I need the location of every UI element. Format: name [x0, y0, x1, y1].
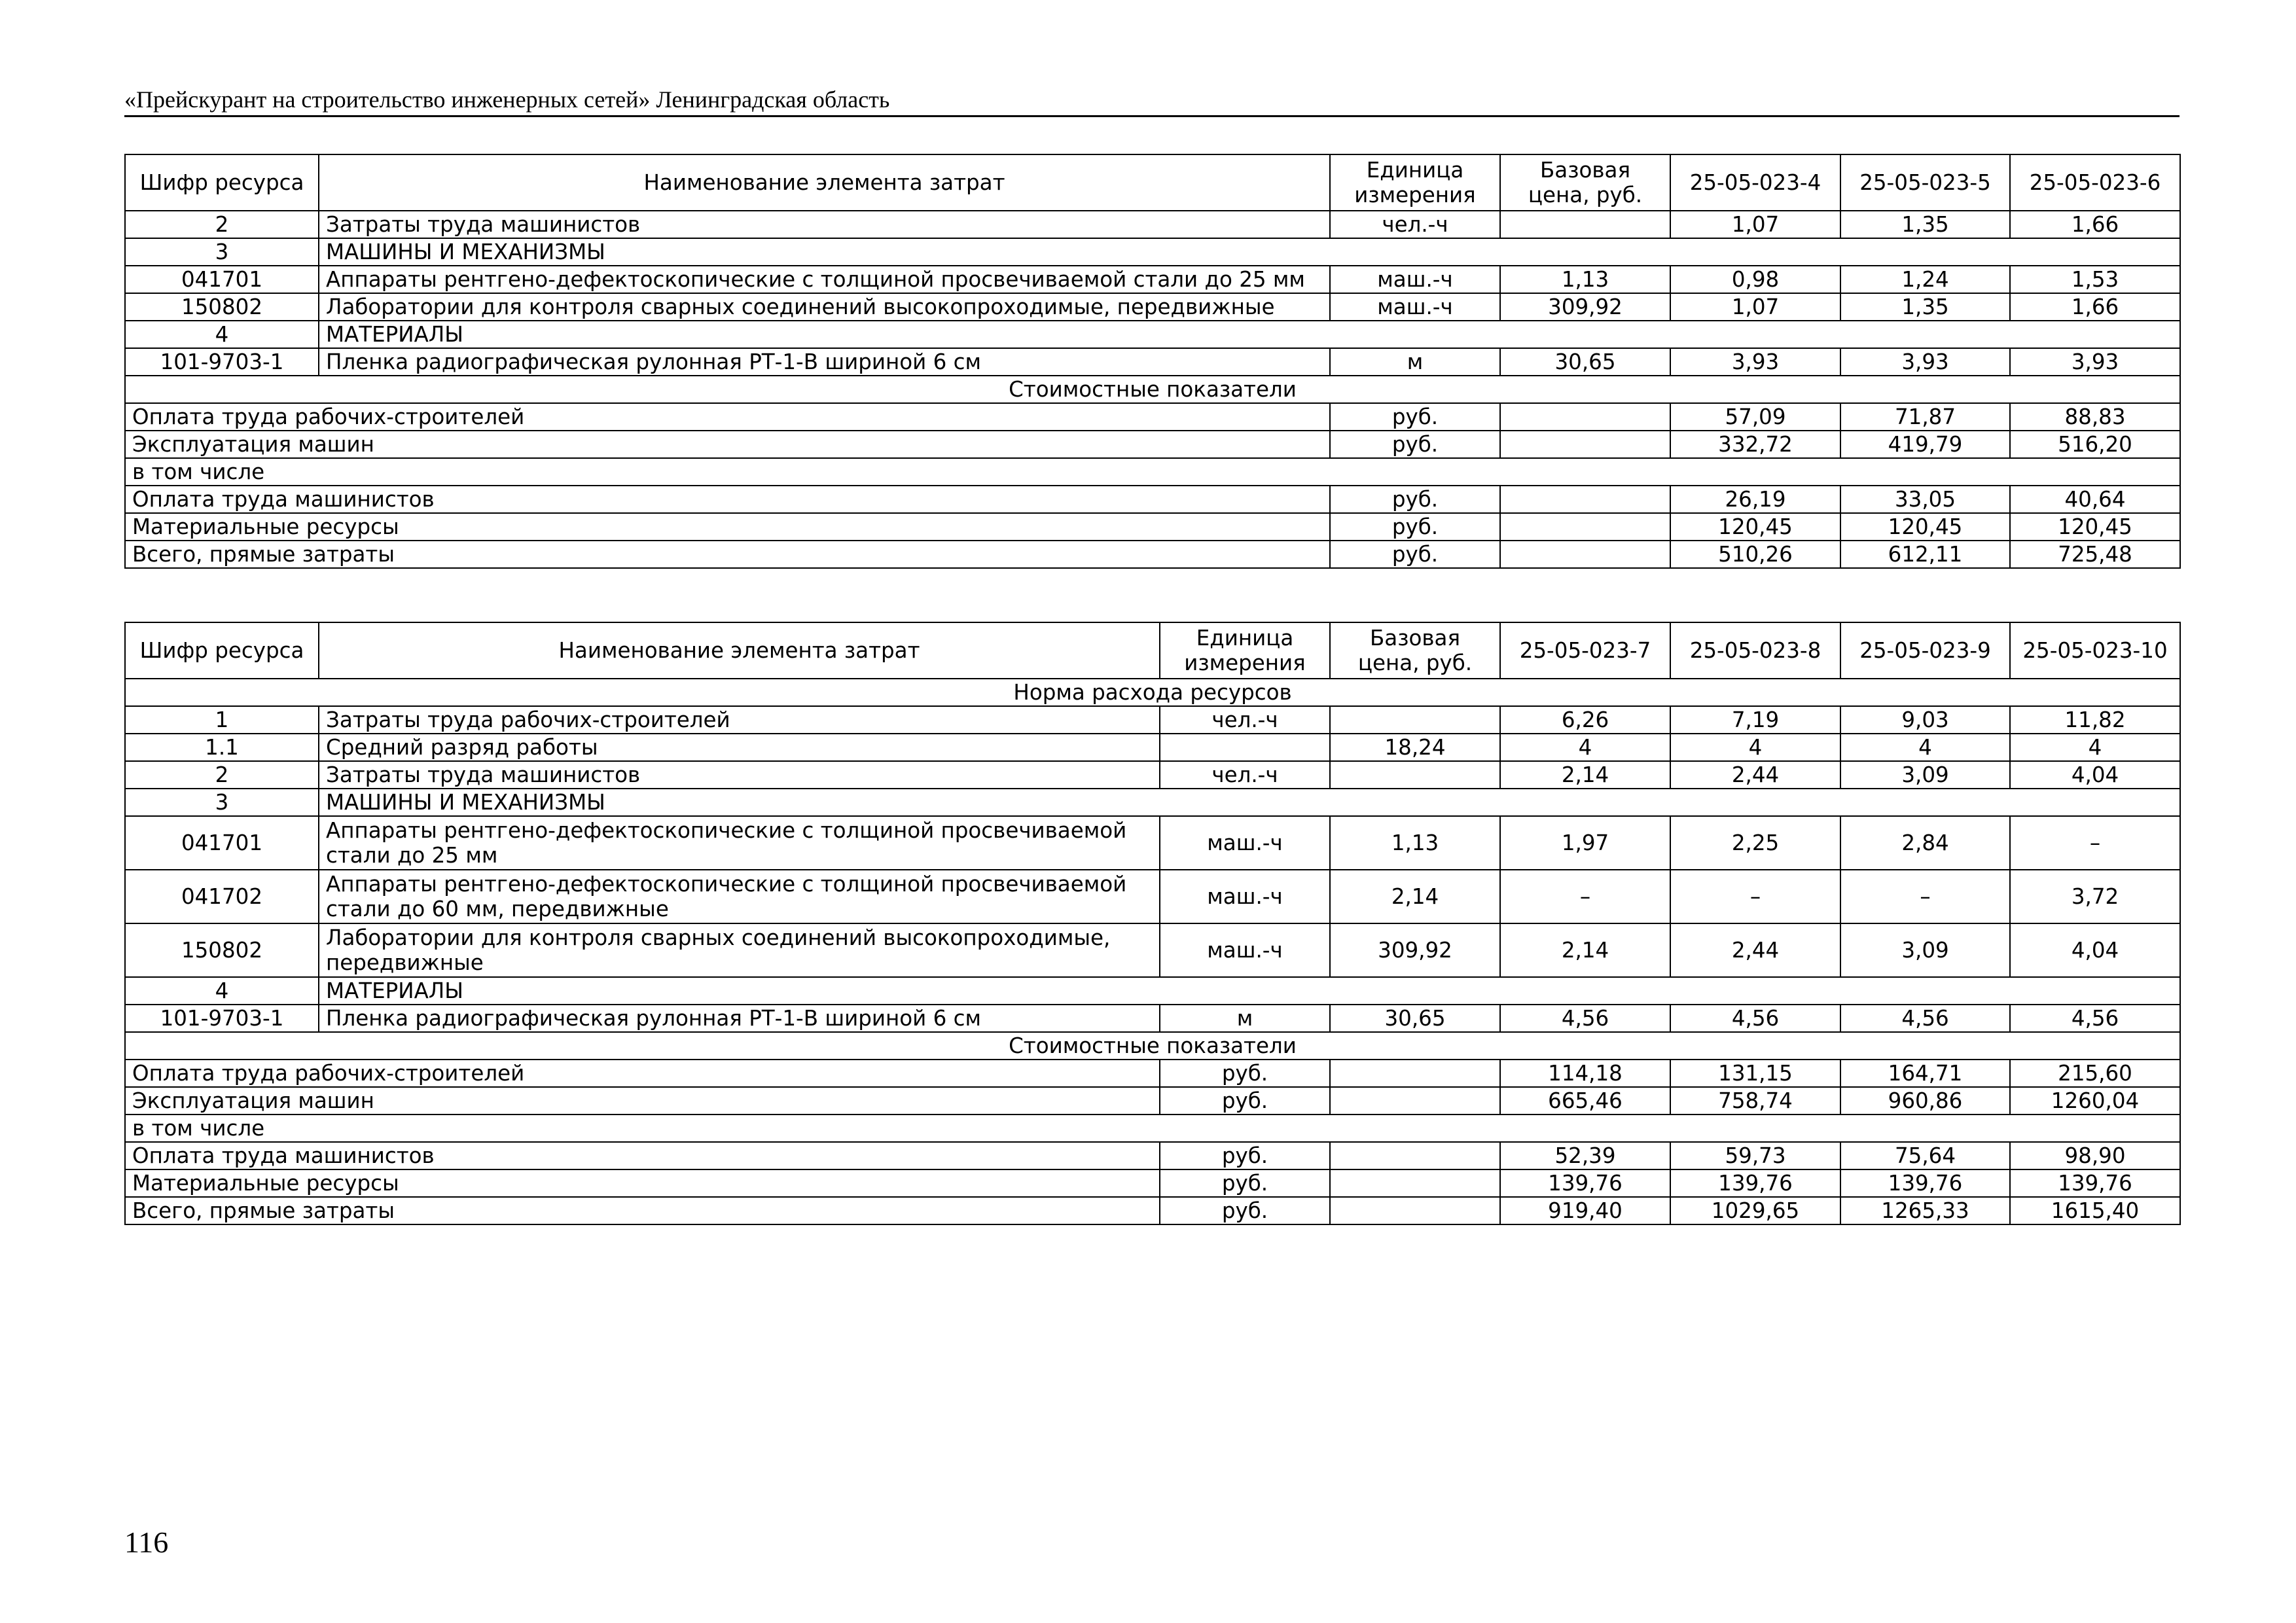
- cell-value: 1,07: [1670, 211, 1840, 238]
- cell-value: 4,04: [2010, 923, 2180, 977]
- cell-price: 1,13: [1500, 266, 1670, 293]
- cost-unit: руб.: [1330, 541, 1500, 568]
- cell-unit: маш.-ч: [1330, 293, 1500, 321]
- table-row: [125, 211, 2180, 238]
- cost-value: 71,87: [1840, 403, 2010, 431]
- cell-unit: [1160, 734, 1330, 761]
- cell-name: Пленка радиографическая рулонная РТ-1-В шириной 6 см: [319, 348, 1330, 376]
- header-name: Наименование элемента затрат: [319, 622, 1160, 679]
- cell-value: 4: [1840, 734, 2010, 761]
- page-header: «Прейскурант на строительство инженерных сетей» Ленинградская область: [124, 85, 2179, 117]
- cell-code: 101-9703-1: [125, 1005, 319, 1032]
- cost-value: 98,90: [2010, 1142, 2180, 1169]
- cost-price: [1330, 1197, 1500, 1224]
- cost-value: 139,76: [1840, 1169, 2010, 1197]
- cell-value: 4,56: [1500, 1005, 1670, 1032]
- cell-value: 4,56: [1670, 1005, 1840, 1032]
- cell-value: 4,56: [1840, 1005, 2010, 1032]
- cell-name: Затраты труда машинистов: [319, 761, 1160, 789]
- header-col-4: 25-05-023-10: [2010, 622, 2180, 679]
- cell-price: 30,65: [1330, 1005, 1500, 1032]
- cost-price: [1330, 1142, 1500, 1169]
- cell-unit: маш.-ч: [1330, 266, 1500, 293]
- cost-price: [1500, 541, 1670, 568]
- cost-row: [125, 1169, 2180, 1197]
- header-price: Базовая цена, руб.: [1500, 154, 1670, 211]
- cost-name: Всего, прямые затраты: [125, 1197, 1160, 1224]
- cost-unit: руб.: [1330, 513, 1500, 541]
- cell-value: 4: [1500, 734, 1670, 761]
- header-col-2: 25-05-023-8: [1670, 622, 1840, 679]
- cost-unit: руб.: [1330, 431, 1500, 458]
- cell-value: 2,44: [1670, 761, 1840, 789]
- cell-group-title: МАШИНЫ И МЕХАНИЗМЫ: [319, 789, 2180, 816]
- cost-row: [125, 431, 2180, 458]
- cost-value: 120,45: [2010, 513, 2180, 541]
- table-row: [125, 266, 2180, 293]
- cost-name: в том числе: [125, 458, 2180, 486]
- cell-value: 3,09: [1840, 761, 2010, 789]
- table-row: [125, 321, 2180, 348]
- cell-code: 150802: [125, 923, 319, 977]
- table-row: [125, 1005, 2180, 1032]
- cell-value: –: [1670, 870, 1840, 923]
- cell-value: 3,09: [1840, 923, 2010, 977]
- cell-value: 1,66: [2010, 293, 2180, 321]
- table-row: [125, 348, 2180, 376]
- cell-value: 3,72: [2010, 870, 2180, 923]
- cost-value: 919,40: [1500, 1197, 1670, 1224]
- cell-price: [1330, 761, 1500, 789]
- cost-unit: руб.: [1160, 1142, 1330, 1169]
- cell-price: [1500, 211, 1670, 238]
- table-row: [125, 293, 2180, 321]
- cell-value: –: [1840, 870, 2010, 923]
- table-header-row: [125, 154, 2180, 211]
- cell-code: 1: [125, 706, 319, 734]
- cell-value: 4,56: [2010, 1005, 2180, 1032]
- cell-name: Аппараты рентгено-дефектоскопические с толщиной просвечиваемой стали до 25 мм: [319, 816, 1160, 870]
- header-code: Шифр ресурса: [125, 622, 319, 679]
- cell-name: Средний разряд работы: [319, 734, 1160, 761]
- cost-row: [125, 486, 2180, 513]
- cell-unit: чел.-ч: [1160, 706, 1330, 734]
- cost-row: [125, 403, 2180, 431]
- cost-name: Оплата труда машинистов: [125, 486, 1330, 513]
- cost-name: Оплата труда рабочих-строителей: [125, 1060, 1160, 1087]
- cost-name: Материальные ресурсы: [125, 1169, 1160, 1197]
- cell-unit: маш.-ч: [1160, 816, 1330, 870]
- cost-name: Эксплуатация машин: [125, 1087, 1160, 1115]
- cell-price: 309,92: [1330, 923, 1500, 977]
- cell-value: 1,53: [2010, 266, 2180, 293]
- cell-group-title: МАТЕРИАЛЫ: [319, 321, 2180, 348]
- cost-value: 139,76: [1670, 1169, 1840, 1197]
- table-row: [125, 816, 2180, 870]
- cost-unit: руб.: [1160, 1169, 1330, 1197]
- cost-value: 960,86: [1840, 1087, 2010, 1115]
- cell-price: 2,14: [1330, 870, 1500, 923]
- cell-code: 4: [125, 321, 319, 348]
- cell-value: 0,98: [1670, 266, 1840, 293]
- cell-value: –: [1500, 870, 1670, 923]
- header-col-1: 25-05-023-4: [1670, 154, 1840, 211]
- table-row: [125, 761, 2180, 789]
- cost-row: [125, 541, 2180, 568]
- cell-value: 1,35: [1840, 211, 2010, 238]
- cell-value: 1,97: [1500, 816, 1670, 870]
- cost-value: 758,74: [1670, 1087, 1840, 1115]
- cost-value: 332,72: [1670, 431, 1840, 458]
- cell-name: Пленка радиографическая рулонная РТ-1-В шириной 6 см: [319, 1005, 1160, 1032]
- cell-price: 18,24: [1330, 734, 1500, 761]
- cell-code: 3: [125, 238, 319, 266]
- cost-unit: руб.: [1160, 1197, 1330, 1224]
- cell-value: 1,35: [1840, 293, 2010, 321]
- cell-code: 3: [125, 789, 319, 816]
- cell-value: 2,84: [1840, 816, 2010, 870]
- cost-price: [1500, 403, 1670, 431]
- cost-row: [125, 458, 2180, 486]
- header-col-2: 25-05-023-5: [1840, 154, 2010, 211]
- cost-unit: руб.: [1160, 1060, 1330, 1087]
- cell-value: 1,66: [2010, 211, 2180, 238]
- header-col-1: 25-05-023-7: [1500, 622, 1670, 679]
- cost-value: 215,60: [2010, 1060, 2180, 1087]
- cell-value: 2,14: [1500, 923, 1670, 977]
- table-row: [125, 870, 2180, 923]
- table-row: [125, 789, 2180, 816]
- cell-code: 041701: [125, 266, 319, 293]
- cell-value: 4: [1670, 734, 1840, 761]
- cell-code: 2: [125, 761, 319, 789]
- table-row: [125, 238, 2180, 266]
- price-table-1: [124, 154, 2181, 569]
- cell-value: 1,07: [1670, 293, 1840, 321]
- cell-value: –: [2010, 816, 2180, 870]
- cost-value: 1260,04: [2010, 1087, 2180, 1115]
- cost-value: 75,64: [1840, 1142, 2010, 1169]
- cost-price: [1500, 486, 1670, 513]
- cost-value: 59,73: [1670, 1142, 1840, 1169]
- cost-price: [1330, 1169, 1500, 1197]
- header-col-3: 25-05-023-9: [1840, 622, 2010, 679]
- cost-value: 139,76: [1500, 1169, 1670, 1197]
- cost-value: 40,64: [2010, 486, 2180, 513]
- cell-price: 1,13: [1330, 816, 1500, 870]
- table-header-row: [125, 622, 2180, 679]
- cell-value: 2,44: [1670, 923, 1840, 977]
- cell-value: 4: [2010, 734, 2180, 761]
- cost-value: 1615,40: [2010, 1197, 2180, 1224]
- cost-row: [125, 1115, 2180, 1142]
- cost-row: [125, 1060, 2180, 1087]
- cell-value: 3,93: [2010, 348, 2180, 376]
- cell-code: 2: [125, 211, 319, 238]
- cost-row: [125, 513, 2180, 541]
- cell-group-title: МАТЕРИАЛЫ: [319, 977, 2180, 1005]
- cell-price: 309,92: [1500, 293, 1670, 321]
- section-title: Стоимостные показатели: [125, 1032, 2180, 1060]
- cell-code: 150802: [125, 293, 319, 321]
- cell-price: [1330, 706, 1500, 734]
- table-row: [125, 977, 2180, 1005]
- cell-value: 3,93: [1840, 348, 2010, 376]
- cell-unit: чел.-ч: [1160, 761, 1330, 789]
- cell-code: 041702: [125, 870, 319, 923]
- price-table-2: [124, 622, 2181, 1225]
- cell-unit: м: [1160, 1005, 1330, 1032]
- cost-value: 725,48: [2010, 541, 2180, 568]
- cost-value: 88,83: [2010, 403, 2180, 431]
- cell-name: Аппараты рентгено-дефектоскопические с толщиной просвечиваемой стали до 60 мм, передвижные: [319, 870, 1160, 923]
- cell-value: 1,24: [1840, 266, 2010, 293]
- cost-price: [1330, 1087, 1500, 1115]
- cost-value: 665,46: [1500, 1087, 1670, 1115]
- cell-price: 30,65: [1500, 348, 1670, 376]
- cost-name: Всего, прямые затраты: [125, 541, 1330, 568]
- cost-value: 510,26: [1670, 541, 1840, 568]
- cost-value: 114,18: [1500, 1060, 1670, 1087]
- table-row: [125, 734, 2180, 761]
- cost-value: 419,79: [1840, 431, 2010, 458]
- cell-code: 101-9703-1: [125, 348, 319, 376]
- cost-value: 1265,33: [1840, 1197, 2010, 1224]
- header-unit: Единица измерения: [1160, 622, 1330, 679]
- cell-name: Лаборатории для контроля сварных соединений высокопроходимые, передвижные: [319, 923, 1160, 977]
- cell-code: 041701: [125, 816, 319, 870]
- cell-value: 11,82: [2010, 706, 2180, 734]
- cost-value: 516,20: [2010, 431, 2180, 458]
- cost-value: 52,39: [1500, 1142, 1670, 1169]
- cost-unit: руб.: [1330, 403, 1500, 431]
- cell-value: 2,25: [1670, 816, 1840, 870]
- header-code: Шифр ресурса: [125, 154, 319, 211]
- cost-value: 120,45: [1840, 513, 2010, 541]
- cost-row: [125, 1087, 2180, 1115]
- section-row: [125, 679, 2180, 706]
- cost-name: Материальные ресурсы: [125, 513, 1330, 541]
- cost-row: [125, 1197, 2180, 1224]
- cost-name: Эксплуатация машин: [125, 431, 1330, 458]
- table-row: [125, 923, 2180, 977]
- cost-unit: руб.: [1160, 1087, 1330, 1115]
- cost-value: 26,19: [1670, 486, 1840, 513]
- cell-value: 9,03: [1840, 706, 2010, 734]
- cell-name: Затраты труда рабочих-строителей: [319, 706, 1160, 734]
- cost-value: 120,45: [1670, 513, 1840, 541]
- cost-value: 57,09: [1670, 403, 1840, 431]
- cell-value: 4,04: [2010, 761, 2180, 789]
- cost-name: Оплата труда рабочих-строителей: [125, 403, 1330, 431]
- cost-price: [1500, 513, 1670, 541]
- header-unit: Единица измерения: [1330, 154, 1500, 211]
- cost-price: [1330, 1060, 1500, 1087]
- cost-value: 33,05: [1840, 486, 2010, 513]
- header-price: Базовая цена, руб.: [1330, 622, 1500, 679]
- cost-value: 612,11: [1840, 541, 2010, 568]
- cell-unit: маш.-ч: [1160, 923, 1330, 977]
- cell-value: 2,14: [1500, 761, 1670, 789]
- cell-group-title: МАШИНЫ И МЕХАНИЗМЫ: [319, 238, 2180, 266]
- section-title: Стоимостные показатели: [125, 376, 2180, 403]
- cell-name: Лаборатории для контроля сварных соединений высокопроходимые, передвижные: [319, 293, 1330, 321]
- header-name: Наименование элемента затрат: [319, 154, 1330, 211]
- cell-name: Аппараты рентгено-дефектоскопические с толщиной просвечиваемой стали до 25 мм: [319, 266, 1330, 293]
- cell-code: 1.1: [125, 734, 319, 761]
- cell-unit: маш.-ч: [1160, 870, 1330, 923]
- cell-value: 3,93: [1670, 348, 1840, 376]
- page-number: 116: [124, 1525, 169, 1559]
- cost-value: 164,71: [1840, 1060, 2010, 1087]
- cell-value: 7,19: [1670, 706, 1840, 734]
- cost-name: в том числе: [125, 1115, 2180, 1142]
- cost-name: Оплата труда машинистов: [125, 1142, 1160, 1169]
- cost-row: [125, 1142, 2180, 1169]
- section-row: [125, 1032, 2180, 1060]
- cell-code: 4: [125, 977, 319, 1005]
- cell-unit: м: [1330, 348, 1500, 376]
- section-row: [125, 376, 2180, 403]
- norm-title: Норма расхода ресурсов: [125, 679, 2180, 706]
- cost-value: 131,15: [1670, 1060, 1840, 1087]
- cost-value: 1029,65: [1670, 1197, 1840, 1224]
- cell-value: 6,26: [1500, 706, 1670, 734]
- cost-unit: руб.: [1330, 486, 1500, 513]
- cost-value: 139,76: [2010, 1169, 2180, 1197]
- cell-unit: чел.-ч: [1330, 211, 1500, 238]
- cost-price: [1500, 431, 1670, 458]
- header-col-3: 25-05-023-6: [2010, 154, 2180, 211]
- table-row: [125, 706, 2180, 734]
- cell-name: Затраты труда машинистов: [319, 211, 1330, 238]
